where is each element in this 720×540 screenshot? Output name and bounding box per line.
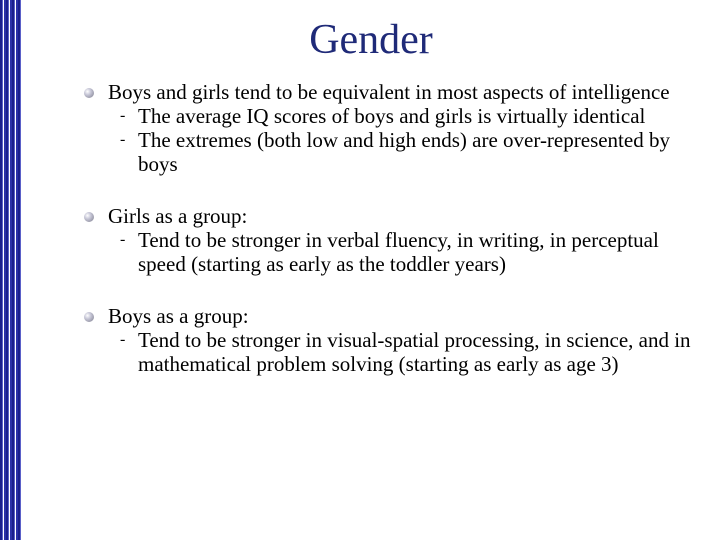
bullet-block-intelligence	[84, 80, 704, 176]
bullet-icon	[84, 312, 94, 322]
dash-icon: -	[120, 331, 126, 348]
bullet-text: Girls as a group:	[108, 204, 248, 228]
bullet-text: Boys and girls tend to be equivalent in most aspects of intelligence	[108, 80, 670, 104]
sub-bullet-text: The average IQ scores of boys and girls is virtually identical	[138, 104, 646, 128]
bullet-icon	[84, 212, 94, 222]
slide-content	[84, 80, 704, 404]
sub-bullet	[120, 104, 704, 128]
dash-icon: -	[120, 107, 126, 124]
dash-icon: -	[120, 131, 126, 148]
sub-bullet-text: Tend to be stronger in verbal fluency, in writing, in perceptual speed (starting as early as the toddler years)	[138, 228, 659, 276]
bullet-icon	[84, 88, 94, 98]
sub-bullet	[120, 128, 704, 176]
sub-bullet	[120, 228, 704, 276]
bullet-text: Boys as a group:	[108, 304, 249, 328]
sub-bullet-text: The extremes (both low and high ends) are over-represented by boys	[138, 128, 670, 176]
sub-bullet	[120, 328, 704, 376]
slide-title: Gender	[309, 17, 433, 63]
bullet-block-boys	[84, 304, 704, 376]
sub-bullet-text: Tend to be stronger in visual-spatial processing, in science, and in mathematical problem solving (starting as early as age 3)	[138, 328, 691, 376]
bullet-block-girls	[84, 204, 704, 276]
dash-icon: -	[120, 231, 126, 248]
decorative-left-bar	[0, 0, 22, 540]
